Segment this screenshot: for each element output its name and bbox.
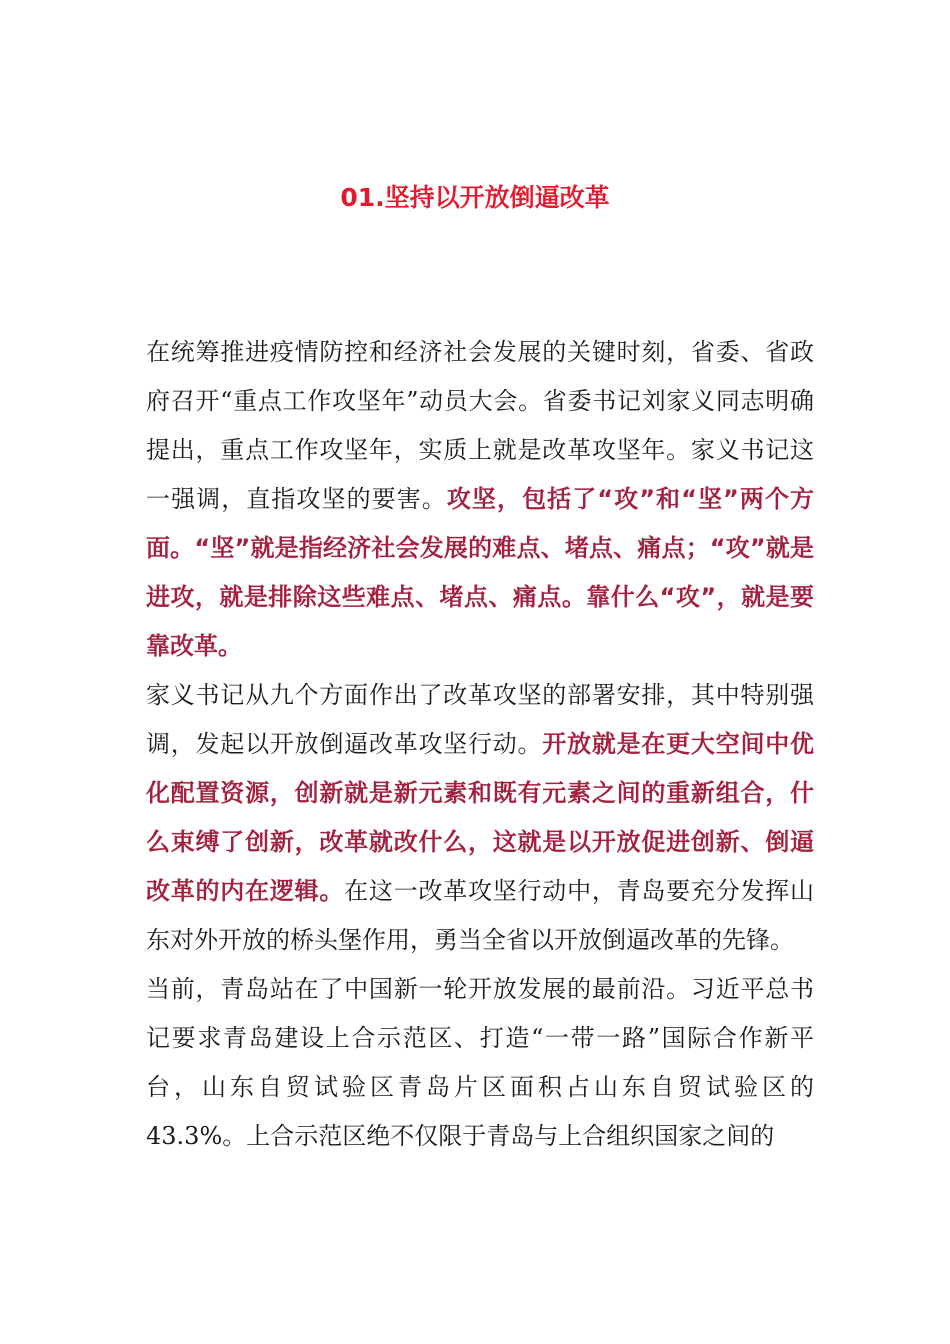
document-body [146, 328, 814, 1161]
paragraph-3 [146, 965, 814, 1161]
paragraph-2-text-end: 在这一改革攻坚行动中，青岛要充分发挥山东对外开放的桥头堡作用，勇当全省以开放倒逼改革的先锋。 [146, 877, 815, 954]
paragraph-2-text: 家义书记从九个方面作出了改革攻坚的部署安排，其中特别强调，发起以开放倒逼改革攻坚行动。 [146, 681, 814, 758]
paragraph-1-highlight: 攻坚，包括了“攻”和“坚”两个方面。“坚”就是指经济社会发展的难点、堵点、痛点；“攻”就是进攻，就是排除这些难点、堵点、痛点。靠什么“攻”，就是要靠改革。 [146, 485, 815, 660]
paragraph-2 [146, 671, 814, 965]
document-title: 01.坚持以开放倒逼改革 [340, 183, 610, 212]
paragraph-3-text: 当前，青岛站在了中国新一轮开放发展的最前沿。习近平总书记要求青岛建设上合示范区、打造“一带一路”国际合作新平台，山东自贸试验区青岛片区面积占山东自贸试验区的43.3%。上合示范区绝不仅限于青岛与上合组织国家之间的 [146, 975, 814, 1150]
paragraph-1-text: 在统筹推进疫情防控和经济社会发展的关键时刻，省委、省政府召开“重点工作攻坚年”动员大会。省委书记刘家义同志明确提出，重点工作攻坚年，实质上就是改革攻坚年。家义书记这一强调，直指攻坚的要害。 [146, 338, 814, 513]
paragraph-1 [146, 328, 814, 671]
paragraph-2-highlight: 开放就是在更大空间中优化配置资源，创新就是新元素和既有元素之间的重新组合，什么束缚了创新，改革就改什么，这就是以开放促进创新、倒逼改革的内在逻辑。 [146, 730, 815, 905]
